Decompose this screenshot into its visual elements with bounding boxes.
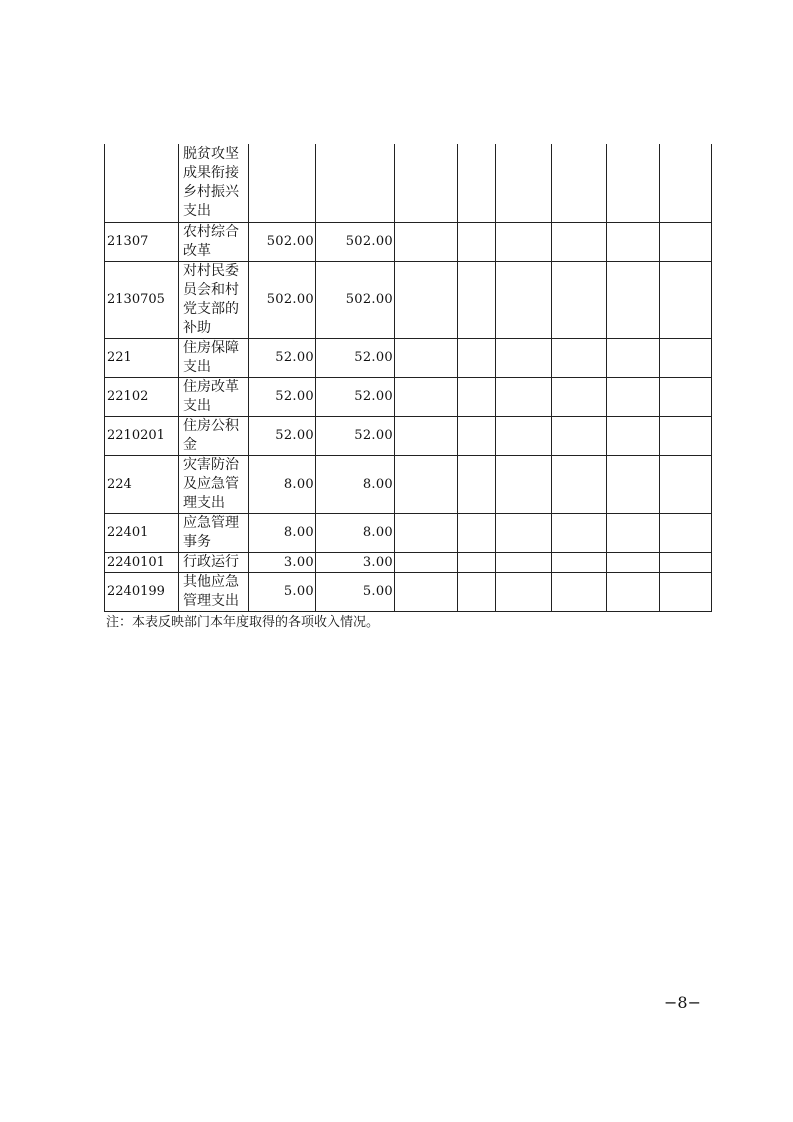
table-row xyxy=(105,416,712,455)
empty-cell xyxy=(607,513,660,552)
empty-cell xyxy=(607,338,660,377)
table-row xyxy=(105,261,712,338)
row-name: 住房改革支出 xyxy=(179,377,249,416)
row-name: 其他应急管理支出 xyxy=(179,572,249,611)
empty-cell xyxy=(496,261,552,338)
table-row xyxy=(105,377,712,416)
empty-cell xyxy=(552,144,607,222)
row-amount: 8.00 xyxy=(316,455,395,513)
empty-cell xyxy=(552,338,607,377)
row-code: 2130705 xyxy=(105,261,179,338)
row-code: 224 xyxy=(105,455,179,513)
empty-cell xyxy=(660,338,712,377)
empty-cell xyxy=(660,377,712,416)
row-total: 52.00 xyxy=(249,416,316,455)
row-amount: 52.00 xyxy=(316,416,395,455)
row-total: 52.00 xyxy=(249,338,316,377)
empty-cell xyxy=(458,338,496,377)
empty-cell xyxy=(660,261,712,338)
empty-cell xyxy=(395,144,458,222)
row-amount xyxy=(316,144,395,222)
empty-cell xyxy=(552,513,607,552)
row-total: 502.00 xyxy=(249,261,316,338)
income-table xyxy=(104,144,712,612)
empty-cell xyxy=(395,261,458,338)
table-note: 注：本表反映部门本年度取得的各项收入情况。 xyxy=(106,615,380,630)
empty-cell xyxy=(660,513,712,552)
empty-cell xyxy=(660,552,712,572)
row-code: 21307 xyxy=(105,222,179,261)
row-name: 农村综合改革 xyxy=(179,222,249,261)
empty-cell xyxy=(496,572,552,611)
empty-cell xyxy=(552,552,607,572)
row-name: 灾害防治及应急管理支出 xyxy=(179,455,249,513)
empty-cell xyxy=(395,552,458,572)
empty-cell xyxy=(607,552,660,572)
empty-cell xyxy=(607,572,660,611)
empty-cell xyxy=(607,455,660,513)
table-row xyxy=(105,455,712,513)
table-row xyxy=(105,552,712,572)
empty-cell xyxy=(395,513,458,552)
table-row xyxy=(105,222,712,261)
row-name: 住房公积金 xyxy=(179,416,249,455)
empty-cell xyxy=(496,222,552,261)
row-code: 2240101 xyxy=(105,552,179,572)
row-amount: 52.00 xyxy=(316,338,395,377)
table-row xyxy=(105,513,712,552)
empty-cell xyxy=(607,144,660,222)
empty-cell xyxy=(395,338,458,377)
empty-cell xyxy=(458,572,496,611)
row-total: 3.00 xyxy=(249,552,316,572)
empty-cell xyxy=(660,572,712,611)
row-amount: 5.00 xyxy=(316,572,395,611)
empty-cell xyxy=(607,261,660,338)
empty-cell xyxy=(607,377,660,416)
empty-cell xyxy=(660,455,712,513)
empty-cell xyxy=(458,416,496,455)
page-number: −8− xyxy=(664,993,701,1012)
row-name: 对村民委员会和村党支部的补助 xyxy=(179,261,249,338)
empty-cell xyxy=(660,144,712,222)
empty-cell xyxy=(496,416,552,455)
empty-cell xyxy=(395,222,458,261)
row-total: 8.00 xyxy=(249,513,316,552)
empty-cell xyxy=(458,513,496,552)
empty-cell xyxy=(660,416,712,455)
row-total: 8.00 xyxy=(249,455,316,513)
table-row xyxy=(105,144,712,222)
row-total: 52.00 xyxy=(249,377,316,416)
row-amount: 3.00 xyxy=(316,552,395,572)
row-code: 221 xyxy=(105,338,179,377)
row-name: 脱贫攻坚成果衔接乡村振兴支出 xyxy=(179,144,249,222)
empty-cell xyxy=(496,144,552,222)
empty-cell xyxy=(496,552,552,572)
empty-cell xyxy=(607,416,660,455)
row-code: 2210201 xyxy=(105,416,179,455)
empty-cell xyxy=(458,552,496,572)
empty-cell xyxy=(395,416,458,455)
table-row xyxy=(105,572,712,611)
row-code: 2240199 xyxy=(105,572,179,611)
row-name: 住房保障支出 xyxy=(179,338,249,377)
empty-cell xyxy=(395,455,458,513)
row-code xyxy=(105,144,179,222)
row-code: 22401 xyxy=(105,513,179,552)
empty-cell xyxy=(552,455,607,513)
empty-cell xyxy=(552,377,607,416)
empty-cell xyxy=(395,377,458,416)
row-name: 行政运行 xyxy=(179,552,249,572)
empty-cell xyxy=(496,455,552,513)
table-row xyxy=(105,338,712,377)
row-code: 22102 xyxy=(105,377,179,416)
empty-cell xyxy=(458,261,496,338)
row-amount: 502.00 xyxy=(316,222,395,261)
empty-cell xyxy=(552,222,607,261)
empty-cell xyxy=(496,513,552,552)
empty-cell xyxy=(458,455,496,513)
empty-cell xyxy=(660,222,712,261)
row-amount: 8.00 xyxy=(316,513,395,552)
row-amount: 52.00 xyxy=(316,377,395,416)
row-name: 应急管理事务 xyxy=(179,513,249,552)
empty-cell xyxy=(607,222,660,261)
empty-cell xyxy=(496,338,552,377)
empty-cell xyxy=(552,572,607,611)
empty-cell xyxy=(552,261,607,338)
empty-cell xyxy=(496,377,552,416)
row-amount: 502.00 xyxy=(316,261,395,338)
empty-cell xyxy=(458,222,496,261)
empty-cell xyxy=(552,416,607,455)
row-total: 502.00 xyxy=(249,222,316,261)
empty-cell xyxy=(458,377,496,416)
empty-cell xyxy=(395,572,458,611)
row-total xyxy=(249,144,316,222)
empty-cell xyxy=(458,144,496,222)
row-total: 5.00 xyxy=(249,572,316,611)
